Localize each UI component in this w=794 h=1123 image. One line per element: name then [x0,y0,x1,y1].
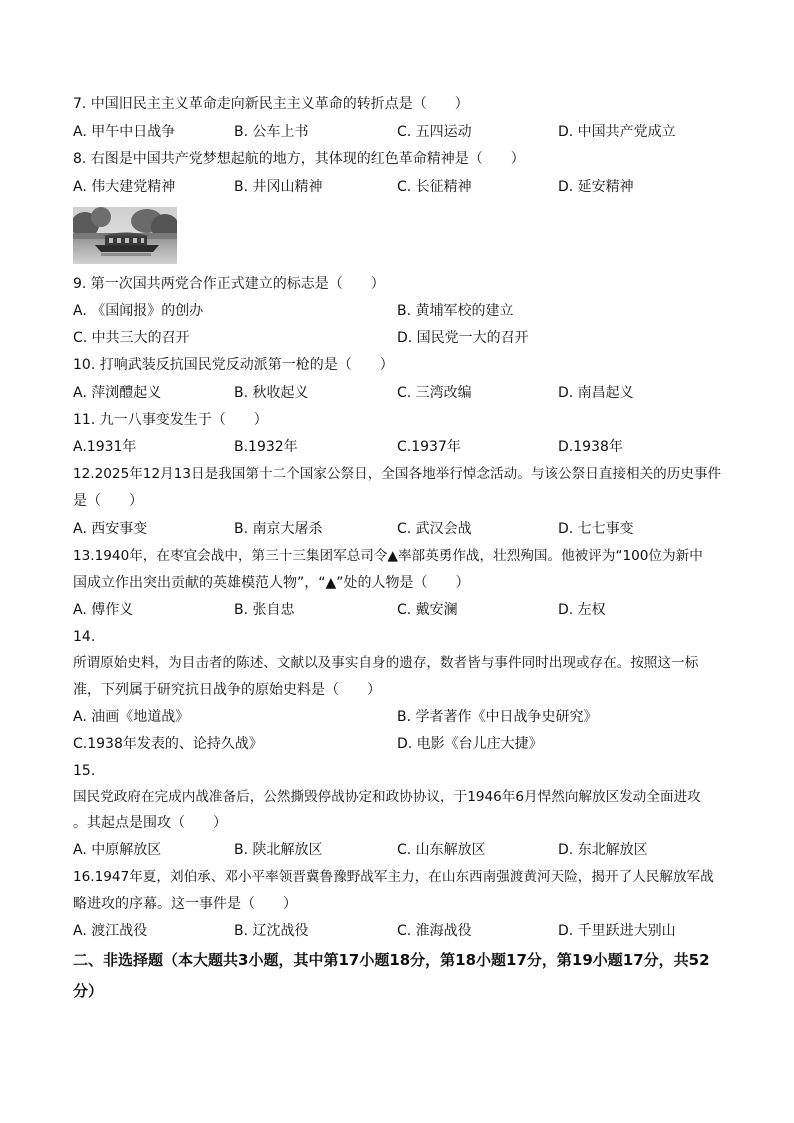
question-9-option-c: C. 中共三大的召开 [73,330,190,346]
question-15-number: 15. [73,763,96,779]
question-9-option-b: B. 黄埔军校的建立 [397,303,514,319]
question-11-option-c: C.1937年 [397,439,461,455]
question-9-option-a: A. 《国闻报》的创办 [73,303,204,319]
question-13-option-c: C. 戴安澜 [397,602,458,618]
question-10-option-c: C. 三湾改编 [397,385,472,401]
question-13-option-d: D. 左权 [558,602,606,618]
question-11-option-d: D.1938年 [558,439,623,455]
question-10-option-a: A. 萍浏醴起义 [73,385,162,401]
question-15-stem-line-1: 国民党政府在完成内战准备后，公然撕毁停战协定和政协协议，于1946年6月悍然向解放区发动全面进攻 [73,789,701,805]
question-14-option-b: B. 学者著作《中日战争史研究》 [397,709,598,725]
question-14-stem-line-1: 所谓原始史料，为目击者的陈述、文献以及事实自身的遗存，数者皆与事件同时出现或存在。按照这一标 [73,655,699,671]
question-13-stem-line-1: 13.1940年，在枣宜会战中，第三十三集团军总司令▲率部英勇作战，壮烈殉国。他被评为“100位为新中 [73,548,703,564]
question-8-option-d: D. 延安精神 [558,179,634,195]
question-8-option-a: A. 伟大建党精神 [73,179,176,195]
question-15-stem-line-2: 。其起点是围攻（ ） [73,815,227,831]
section-2-heading-line-1: 二、非选择题（本大题共3小题，其中第17小题18分，第18小题17分，第19小题17分，共52 [73,951,710,969]
question-16-stem-line-2: 略进攻的序幕。这一事件是（ ） [73,896,297,912]
question-16-option-c: C. 淮海战役 [397,923,472,939]
question-12-option-b: B. 南京大屠杀 [234,521,323,537]
question-16-stem-line-1: 16.1947年夏，刘伯承、邓小平率领晋冀鲁豫野战军主力，在山东西南强渡黄河天险，揭开了人民解放军战 [73,869,714,885]
question-16-option-b: B. 辽沈战役 [234,923,309,939]
question-9-option-d: D. 国民党一大的召开 [397,330,529,346]
question-11-stem: 11. 九一八事变发生于（ ） [73,412,268,428]
question-16-option-d: D. 千里跃进大别山 [558,923,676,939]
question-9-stem: 9. 第一次国共两党合作正式建立的标志是（ ） [73,276,385,292]
question-15-option-d: D. 东北解放区 [558,842,648,858]
question-13-option-a: A. 傅作义 [73,602,134,618]
question-11-option-a: A.1931年 [73,439,137,455]
question-7-option-a: A. 甲午中日战争 [73,124,176,140]
question-11-option-b: B.1932年 [234,439,298,455]
question-16-option-a: A. 渡江战役 [73,923,148,939]
section-2-heading-line-2: 分） [73,982,104,1000]
question-15-option-a: A. 中原解放区 [73,842,162,858]
question-12-option-c: C. 武汉会战 [397,521,472,537]
question-15-option-c: C. 山东解放区 [397,842,486,858]
question-10-option-b: B. 秋收起义 [234,385,309,401]
question-8-option-c: C. 长征精神 [397,179,472,195]
question-14-option-d: D. 电影《台儿庄大捷》 [397,736,543,752]
question-8-option-b: B. 井冈山精神 [234,179,323,195]
question-7-option-c: C. 五四运动 [397,124,472,140]
question-7-stem: 7. 中国旧民主主义革命走向新民主主义革命的转折点是（ ） [73,96,469,112]
red-boat-photo [73,207,177,264]
question-14-number: 14. [73,629,96,645]
question-10-option-d: D. 南昌起义 [558,385,634,401]
question-13-option-b: B. 张自忠 [234,602,295,618]
question-8-stem: 8. 右图是中国共产党梦想起航的地方，其体现的红色革命精神是（ ） [73,151,525,167]
question-12-stem-line-2: 是（ ） [73,493,143,509]
question-13-stem-line-2: 国成立作出突出贡献的英雄模范人物”，“▲”处的人物是（ ） [73,575,470,591]
question-14-stem-line-2: 准，下列属于研究抗日战争的原始史料是（ ） [73,682,381,698]
question-12-option-a: A. 西安事变 [73,521,148,537]
question-7-option-b: B. 公车上书 [234,124,309,140]
question-12-option-d: D. 七七事变 [558,521,634,537]
question-10-stem: 10. 打响武装反抗国民党反动派第一枪的是（ ） [73,357,394,373]
question-7-option-d: D. 中国共产党成立 [558,124,676,140]
question-14-option-a: A. 油画《地道战》 [73,709,190,725]
question-12-stem-line-1: 12.2025年12月13日是我国第十二个国家公祭日，全国各地举行悼念活动。与该公祭日直接相关的历史事件 [73,466,722,482]
question-15-option-b: B. 陕北解放区 [234,842,323,858]
question-14-option-c: C.1938年发表的、论持久战》 [73,736,263,752]
